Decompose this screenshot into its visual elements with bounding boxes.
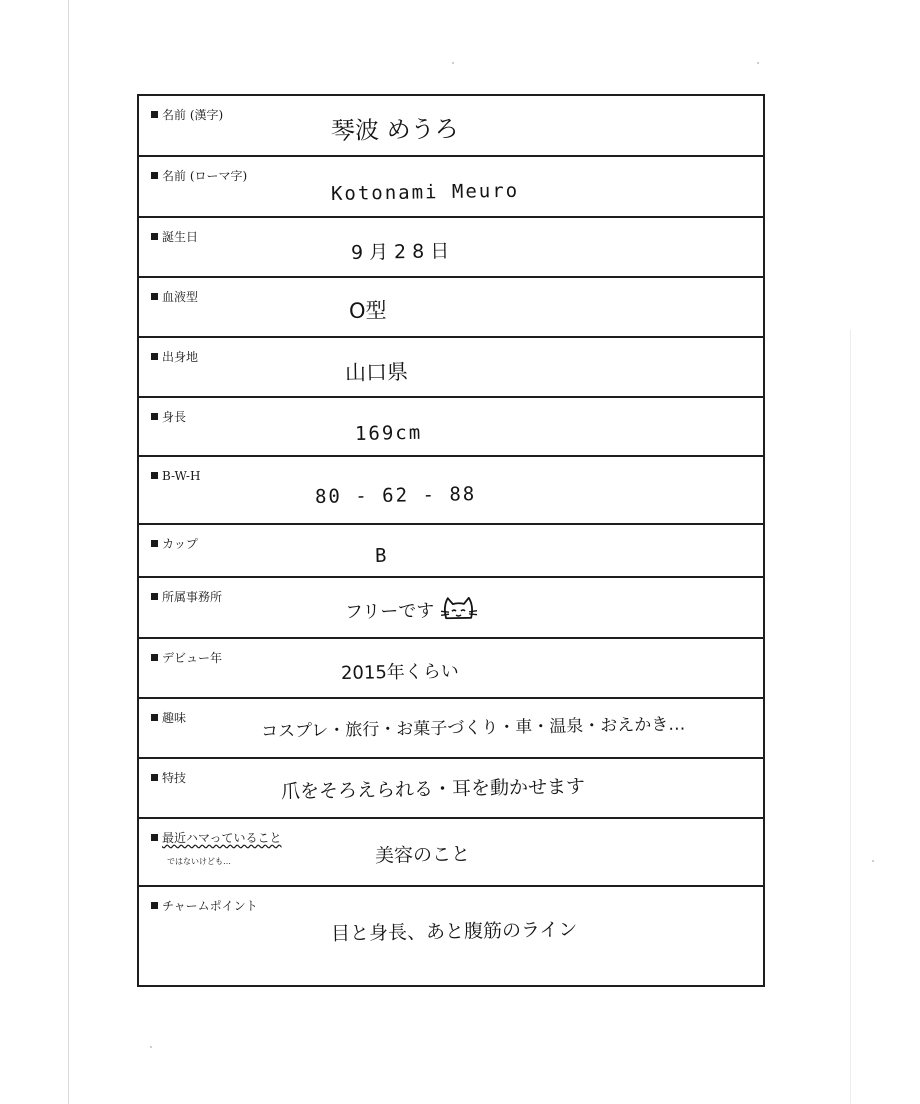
- scan-speck: [150, 1046, 152, 1048]
- agency-value-text: フリーです: [344, 600, 435, 623]
- row-name-kanji: [139, 96, 763, 157]
- scan-edge-left: [68, 0, 69, 1104]
- field-label: [151, 169, 247, 183]
- field-label-text: 血液型: [162, 290, 199, 304]
- bwh-value: 80 - 62 - 88: [314, 483, 477, 508]
- row-skills: [139, 759, 763, 819]
- field-label: [151, 651, 222, 665]
- cup-value: B: [374, 544, 389, 567]
- bullet-square-icon: [151, 540, 158, 547]
- row-name-roman: [139, 157, 763, 218]
- row-hobbies: [139, 699, 763, 759]
- field-label: [151, 290, 198, 304]
- profile-form: [137, 94, 765, 987]
- bullet-square-icon: [151, 353, 158, 360]
- field-label: [151, 899, 258, 913]
- field-label-text: デビュー年: [162, 651, 223, 665]
- bullet-square-icon: [151, 902, 158, 909]
- cat-face-doodle-icon: [440, 596, 478, 623]
- field-label: [151, 350, 198, 364]
- field-label-text: 身長: [162, 410, 187, 424]
- row-blood-type: [139, 278, 763, 338]
- field-label: [151, 831, 282, 845]
- field-label-text: 最近ハマっていること: [162, 831, 282, 845]
- bullet-square-icon: [151, 172, 158, 179]
- field-label: [151, 230, 198, 244]
- recent-craze-value: 美容のこと: [374, 843, 471, 867]
- field-label-text: 所属事務所: [162, 590, 223, 604]
- bullet-square-icon: [151, 233, 158, 240]
- field-label-text: チャームポイント: [162, 899, 258, 913]
- row-height: [139, 398, 763, 457]
- birthday-value: 9月28日: [350, 240, 456, 264]
- birthplace-value: 山口県: [344, 359, 409, 385]
- field-label-text: 名前 (ローマ字): [162, 169, 248, 183]
- bullet-square-icon: [151, 774, 158, 781]
- hobbies-value: コスプレ・旅行・お菓子づくり・車・温泉・おえかき…: [260, 714, 686, 742]
- field-label: [151, 108, 223, 122]
- field-label: [151, 590, 222, 604]
- bullet-square-icon: [151, 714, 158, 721]
- field-label: [151, 711, 186, 725]
- field-label-text: 出身地: [162, 350, 199, 364]
- field-label-text: カップ: [162, 537, 198, 551]
- bullet-square-icon: [151, 593, 158, 600]
- skills-value: 爪をそろえられる・耳を動かせます: [280, 775, 586, 803]
- bullet-square-icon: [151, 834, 158, 841]
- bullet-square-icon: [151, 293, 158, 300]
- field-label: [151, 469, 200, 483]
- field-label-text: 特技: [162, 771, 187, 785]
- field-label-text: B-W-H: [162, 469, 201, 483]
- row-charm-point: [139, 887, 763, 985]
- scan-speck: [872, 860, 874, 862]
- row-birthplace: [139, 338, 763, 398]
- scan-speck: [757, 62, 759, 64]
- row-recent-craze: [139, 819, 763, 887]
- scan-speck: [452, 62, 454, 64]
- height-value: 169cm: [354, 421, 423, 445]
- field-label-text: 誕生日: [162, 230, 199, 244]
- bullet-square-icon: [151, 472, 158, 479]
- field-label: [151, 771, 186, 785]
- bullet-square-icon: [151, 413, 158, 420]
- agency-value: [345, 596, 479, 626]
- row-agency: [139, 578, 763, 639]
- scan-edge-right: [850, 330, 851, 1104]
- recent-craze-sub-note: ではないけども…: [167, 857, 231, 866]
- debut-year-value: 2015年くらい: [340, 660, 459, 684]
- bullet-square-icon: [151, 111, 158, 118]
- bullet-square-icon: [151, 654, 158, 661]
- blood-type-value: O型: [348, 298, 387, 323]
- field-label-text: 趣味: [162, 711, 187, 725]
- field-label: [151, 410, 186, 424]
- row-birthday: [139, 218, 763, 278]
- name-roman-value: Kotonami Meuro: [330, 179, 520, 205]
- row-cup: [139, 525, 763, 578]
- row-bwh: [139, 457, 763, 525]
- field-label: [151, 537, 198, 551]
- row-debut-year: [139, 639, 763, 699]
- field-label-text: 名前 (漢字): [162, 108, 224, 122]
- name-kanji-value: 琴波 めうろ: [330, 114, 459, 145]
- charm-point-value: 目と身長、あと腹筋のライン: [330, 918, 578, 945]
